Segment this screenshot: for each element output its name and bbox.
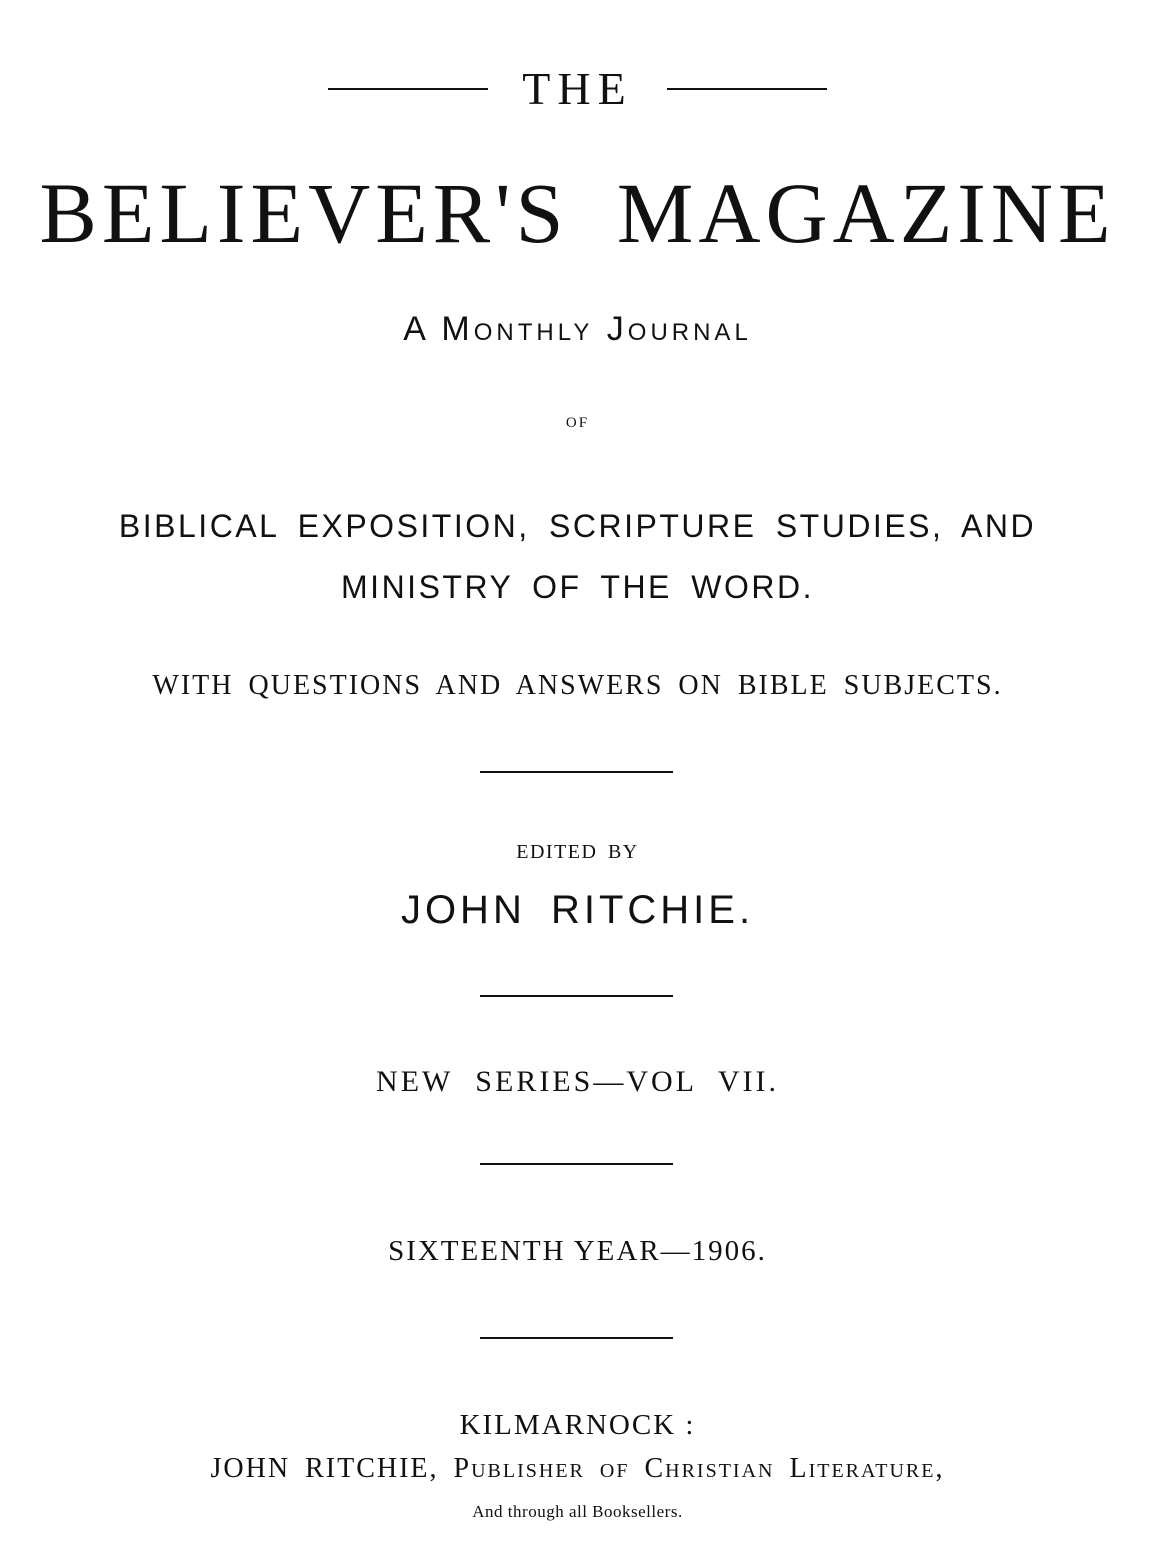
the-word: THE	[522, 63, 633, 114]
series-volume: NEW SERIES—VOL VII.	[376, 1065, 779, 1098]
divider-rule	[480, 995, 673, 997]
year-line: SIXTEENTH YEAR—1906.	[388, 1235, 767, 1267]
edited-by-label: EDITED BY	[516, 841, 639, 863]
description-line-2: MINISTRY OF THE WORD.	[341, 569, 814, 605]
publication-place: KILMARNOCK :	[459, 1409, 696, 1441]
questions-line: WITH QUESTIONS AND ANSWERS ON BIBLE SUBJECTS.	[152, 670, 1003, 701]
divider-rule	[480, 771, 673, 773]
subtitle: A Monthly Journal	[403, 310, 752, 348]
right-ornament-rule	[667, 88, 827, 90]
description-line-1: BIBLICAL EXPOSITION, SCRIPTURE STUDIES, AND	[118, 508, 1037, 544]
the-heading	[0, 63, 1155, 114]
publisher-line	[0, 1455, 1155, 1483]
magazine-title: BELIEVER'S MAGAZINE	[39, 165, 1116, 261]
publisher-description: Publisher of Christian Literature,	[453, 1453, 945, 1484]
booksellers-line: And through all Booksellers.	[472, 1502, 683, 1521]
editor-name: JOHN RITCHIE.	[400, 888, 755, 932]
of-word: OF	[565, 415, 590, 431]
divider-rule	[480, 1163, 673, 1165]
divider-rule	[480, 1337, 673, 1339]
left-ornament-rule	[328, 88, 488, 90]
publisher-name: JOHN RITCHIE,	[210, 1453, 439, 1484]
